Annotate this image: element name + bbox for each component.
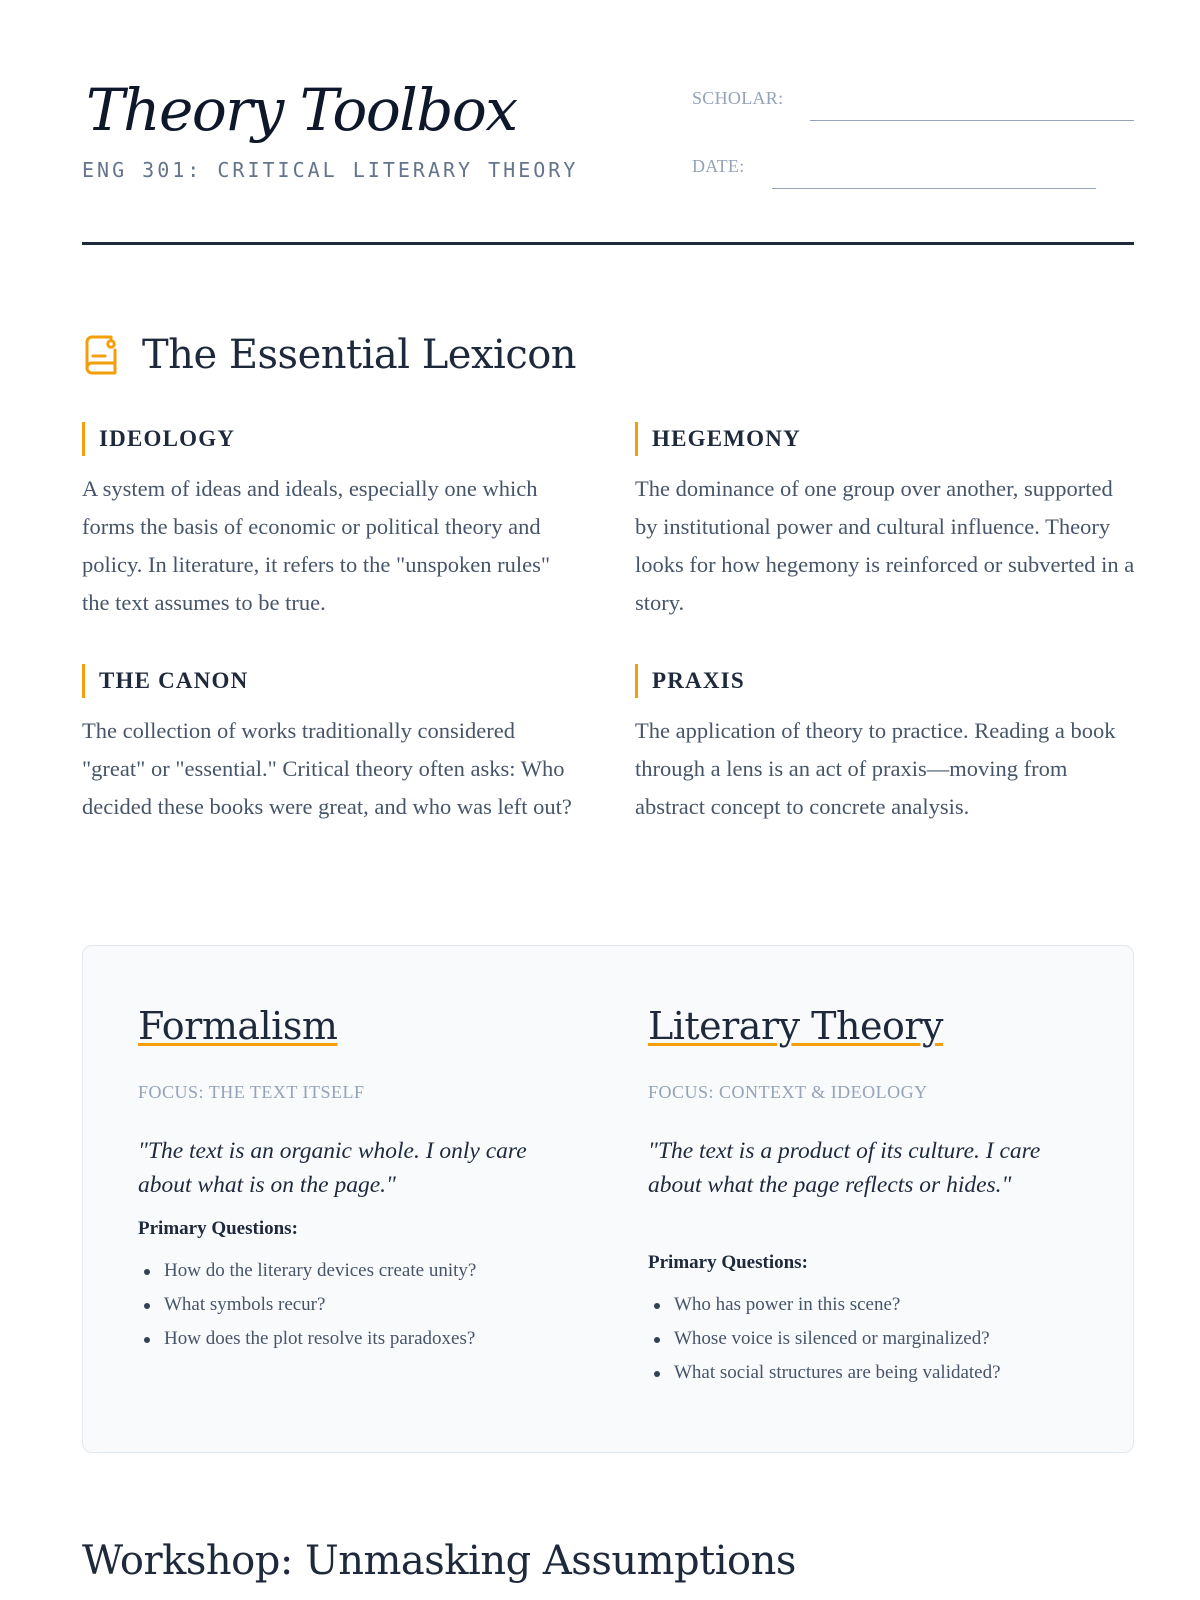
question-item: What symbols recur?	[164, 1288, 476, 1322]
worksheet-header	[82, 0, 1134, 246]
column-title: Literary Theory	[648, 1004, 943, 1048]
questions-list	[648, 1288, 1001, 1390]
column-title: Formalism	[138, 1004, 338, 1048]
questions-heading: Primary Questions:	[138, 1218, 298, 1239]
column-focus: FOCUS: THE TEXT ITSELF	[138, 1082, 365, 1102]
scholar-label: SCHOLAR:	[692, 88, 784, 108]
term-hegemony	[635, 422, 1135, 622]
date-field	[692, 156, 1096, 190]
column-quote: "The text is a product of its culture. I care about what the page reflects or hides."	[648, 1138, 1041, 1198]
term-definition: The collection of works traditionally considered "great" or "essential." Critical theory often asks: Who decided these books were great, and who was left out?	[82, 718, 572, 819]
question-item: Who has power in this scene?	[674, 1288, 1001, 1322]
workshop-title: Workshop: Unmasking Assumptions	[82, 1538, 796, 1584]
term-name: IDEOLOGY	[82, 422, 582, 456]
question-item: How does the plot resolve its paradoxes?	[164, 1322, 476, 1356]
column-focus: FOCUS: CONTEXT & IDEOLOGY	[648, 1082, 928, 1102]
term-praxis	[635, 664, 1135, 826]
lexicon-heading	[82, 330, 576, 380]
term-the-canon	[82, 664, 582, 826]
comparison-panel	[82, 945, 1134, 1453]
scholar-input-line[interactable]	[810, 120, 1134, 121]
worksheet-page	[82, 0, 1134, 1600]
page-title: Theory Toolbox	[86, 76, 517, 144]
term-name: HEGEMONY	[635, 422, 1135, 456]
header-divider	[82, 242, 1134, 245]
column-quote: "The text is an organic whole. I only care about what is on the page."	[138, 1138, 527, 1198]
term-definition: The dominance of one group over another, supported by institutional power and cultural influence. Theory looks for how hegemony is reinforced or subverted in a story.	[635, 476, 1135, 615]
book-bookmark-icon	[82, 334, 120, 376]
term-name: THE CANON	[82, 664, 582, 698]
question-item: Whose voice is silenced or marginalized?	[674, 1322, 1001, 1356]
date-input-line[interactable]	[772, 188, 1096, 189]
term-name: PRAXIS	[635, 664, 1135, 698]
scholar-field	[692, 88, 1134, 122]
term-definition: The application of theory to practice. Reading a book through a lens is an act of praxis—moving from abstract concept to concrete analysis.	[635, 718, 1116, 819]
questions-heading: Primary Questions:	[648, 1252, 808, 1273]
lexicon-title: The Essential Lexicon	[142, 332, 577, 378]
date-label: DATE:	[692, 156, 745, 176]
term-definition: A system of ideas and ideals, especially one which forms the basis of economic or political theory and policy. In literature, it refers to the "unspoken rules" the text assumes to be true.	[82, 476, 551, 615]
course-subtitle: ENG 301: CRITICAL LITERARY THEORY	[82, 158, 579, 182]
question-item: What social structures are being validated?	[674, 1356, 1001, 1390]
question-item: How do the literary devices create unity?	[164, 1254, 476, 1288]
questions-list	[138, 1254, 476, 1356]
term-ideology	[82, 422, 582, 622]
